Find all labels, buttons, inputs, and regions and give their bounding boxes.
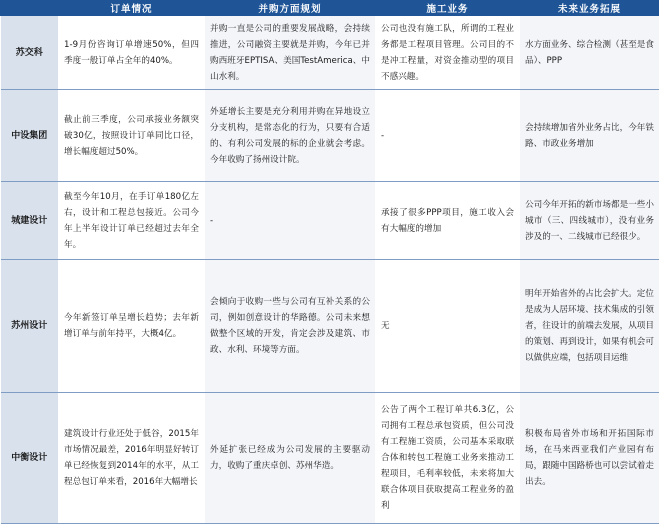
company-name: 中衡设计 [1, 393, 59, 524]
table-row [1, 393, 659, 524]
construction-cell: - [381, 130, 385, 141]
expansion-cell: 明年开始省外的占比会扩大。定位是成为人居环境、技术集成的引领者，往设计的前端去发展，从项目的策划、再到设计，如果有机会可以做供应端，包括项目运维 [525, 289, 654, 363]
company-name: 中设集团 [1, 90, 59, 182]
ma-cell: 外延增长主要是充分利用并购在异地设立分支机构，是常态化的行为，只要有合适的、有利公司发展的标的企业就会考虑。今年收购了扬州设计院。 [210, 106, 370, 165]
header-row [1, 1, 659, 16]
header-ma: 并购方面规划 [205, 1, 376, 16]
table-row [1, 260, 659, 393]
table-row [1, 16, 659, 90]
company-name: 城建设计 [1, 182, 59, 260]
company-name: 苏州设计 [1, 260, 59, 393]
orders-cell: 建筑设计行业还处于低谷，2015年市场情况最差，2016年明显好转订单已经恢复到2014年的水平，从工程总包订单来看，2016年大幅增长 [64, 429, 199, 487]
ma-cell: 外延扩张已经成为公司发展的主要驱动力，收购了重庆卓创、苏州华造。 [210, 445, 370, 471]
header-construction: 施工业务 [376, 1, 520, 16]
ma-cell: - [210, 215, 214, 226]
construction-cell: 无 [381, 321, 390, 331]
construction-cell: 公告了两个工程订单共6.3亿，公司拥有工程总承包资质，但公司没有工程施工资质，公司基本采取联合体和转包工程施工业务来推动工程项目，毛利率较低，未来将加大联合体项目获取提高工程业务的盈利 [381, 405, 514, 511]
header-expansion: 未来业务拓展 [520, 1, 659, 16]
orders-cell: 截止前三季度，公司承接业务额突破30亿，按照设计订单同比口径，增长幅度超过50%。 [64, 114, 199, 157]
construction-cell: 公司也没有施工队，所谓的工程业务都是工程项目管理。公司目的不是冲工程量，对资金推动型的项目不感兴趣。 [381, 23, 514, 82]
expansion-cell: 积极布局省外市场和开拓国际市场，在马来西亚我们产业园有布局，跟随中国路桥也可以尝试着走出去。 [525, 429, 654, 487]
construction-cell: 承接了很多PPP项目，施工收入会有大幅度的增加 [381, 207, 514, 234]
header-orders: 订单情况 [59, 1, 205, 16]
expansion-cell: 会持续增加省外业务占比，今年铁路、市政业务增加 [525, 122, 654, 149]
expansion-cell: 水方面业务、综合检测（甚至是食品）、PPP [525, 39, 654, 66]
table-row [1, 90, 659, 182]
header-company [1, 1, 59, 16]
table-row [1, 182, 659, 260]
ma-cell: 会倾向于收购一些与公司有互补关系的公司，例如创意设计的华路德。公司未来想做整个区域的开发，肯定会涉及建筑、市政、水利、环境等方面。 [210, 297, 370, 355]
orders-cell: 截至今年10月，在手订单180亿左右，设计和工程总包接近。公司今年上半年设计订单已经超过去年全年。 [64, 191, 199, 250]
orders-cell: 今年新签订单呈增长趋势；去年新增订单与前年持平，大概4亿。 [64, 313, 199, 339]
expansion-cell: 公司今年开拓的新市场都是一些小城市（三、四线城市），没有业务涉及的一、二线城市已经很少。 [525, 199, 654, 242]
ma-cell: 并购一直是公司的重要发展战略，会持续推进，公司融资主要就是并购，今年已并购西班牙EPTISA、美国TestAmerica、中山水利。 [210, 23, 370, 82]
orders-cell: 1-9月份咨询订单增速50%，但四季度一般订单占全年的40%。 [64, 39, 199, 66]
company-name: 苏交科 [1, 16, 59, 90]
